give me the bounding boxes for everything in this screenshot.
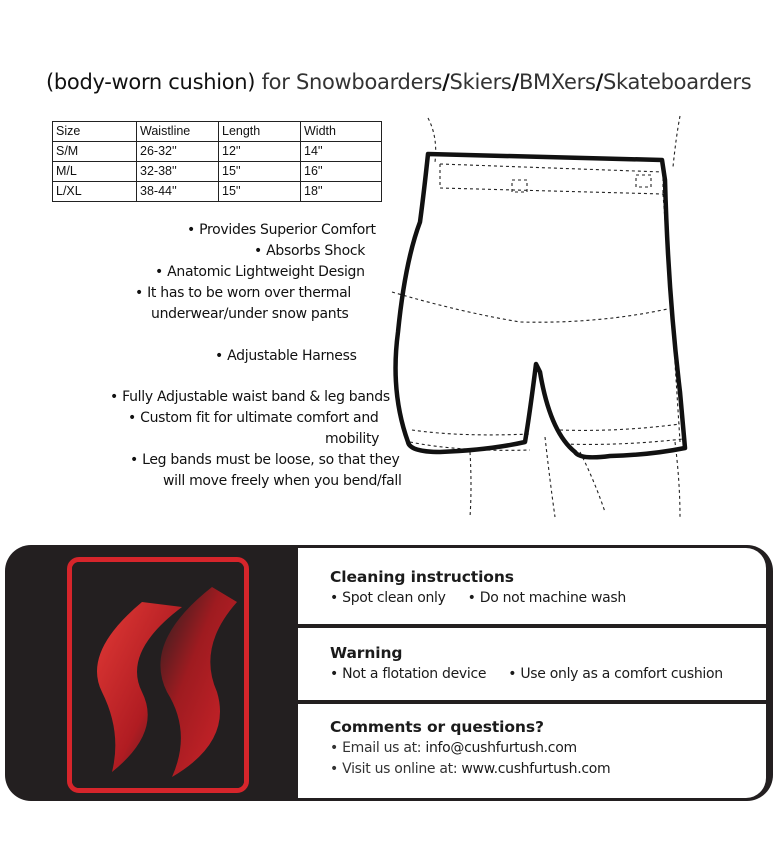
cleaning-item-nowash: • Do not machine wash (467, 590, 627, 606)
header-cell: Waistline (137, 122, 219, 142)
contact-title: Comments or questions? (330, 718, 544, 736)
section-divider (298, 700, 766, 704)
feature-custom-fit: • Custom fit for ultimate comfort and (128, 410, 379, 426)
warning-title: Warning (330, 644, 403, 662)
product-headline (46, 70, 766, 94)
warning-item-comfort: • Use only as a comfort cushion (508, 666, 723, 682)
product-name: (body-worn cushion) (46, 70, 256, 94)
feature-leg-bands-cont: will move freely when you bend/fall (163, 473, 402, 489)
header-cell: Size (53, 122, 137, 142)
feature-thermal-cont: underwear/under snow pants (151, 306, 349, 322)
warning-item-flotation: • Not a flotation device (330, 666, 487, 682)
table-cell: 38-44'' (137, 182, 219, 202)
table-cell: 14'' (301, 142, 382, 162)
separator: / (595, 70, 603, 94)
contact-web-line (330, 761, 610, 777)
shorts-diagram (380, 112, 710, 522)
feature-adjustable: • Fully Adjustable waist band & leg bands (110, 389, 390, 405)
table-row (53, 182, 382, 202)
table-cell: 12'' (219, 142, 301, 162)
shorts-outline-icon (396, 154, 685, 457)
website-link[interactable]: www.cushfurtush.com (461, 761, 611, 777)
sport-snowboarders: Snowboarders (295, 70, 443, 94)
table-cell: M/L (53, 162, 137, 182)
sport-bmxers: BMXers (518, 70, 596, 94)
separator: / (442, 70, 450, 94)
table-cell: L/XL (53, 182, 137, 202)
table-cell: 32-38'' (137, 162, 219, 182)
leg-inner-right-line-icon (580, 452, 605, 512)
for-text: for (261, 70, 290, 94)
sport-skiers: Skiers (449, 70, 512, 94)
table-cell: 15'' (219, 162, 301, 182)
section-divider (298, 624, 766, 628)
header-cell: Length (219, 122, 301, 142)
table-cell: 18'' (301, 182, 382, 202)
email-label: • Email us at: (330, 740, 422, 756)
table-cell: 26-32'' (137, 142, 219, 162)
web-label: • Visit us online at: (330, 761, 458, 777)
table-cell: 15'' (219, 182, 301, 202)
torso-right-line-icon (673, 116, 680, 167)
table-header-row (53, 122, 382, 142)
warning-items (330, 666, 723, 682)
cleaning-item-spot: • Spot clean only (330, 590, 446, 606)
info-band (5, 545, 773, 801)
feature-harness: • Adjustable Harness (215, 348, 357, 364)
sport-skateboarders: Skateboarders (603, 70, 752, 94)
contact-email-line (330, 740, 577, 756)
feature-shock: • Absorbs Shock (254, 243, 366, 259)
cleaning-items (330, 590, 626, 606)
waist-buckle-icon (636, 175, 651, 187)
size-chart-table (52, 121, 382, 202)
table-cell: S/M (53, 142, 137, 162)
brand-swirl-icon (72, 562, 244, 788)
feature-lightweight: • Anatomic Lightweight Design (155, 264, 365, 280)
table-row (53, 162, 382, 182)
cleaning-title: Cleaning instructions (330, 568, 514, 586)
brand-logo (67, 557, 249, 793)
info-panel (298, 548, 766, 798)
table-row (53, 142, 382, 162)
email-link[interactable]: info@cushfurtush.com (425, 740, 577, 756)
header-cell: Width (301, 122, 382, 142)
feature-leg-bands: • Leg bands must be loose, so that they (130, 452, 400, 468)
leg-inner-left-line-icon (545, 437, 555, 517)
separator: / (511, 70, 519, 94)
table-cell: 16'' (301, 162, 382, 182)
feature-thermal: • It has to be worn over thermal (135, 285, 351, 301)
leg-right-line-icon (675, 442, 680, 517)
feature-custom-fit-cont: mobility (325, 431, 380, 447)
leg-left-line-icon (470, 452, 471, 517)
feature-comfort: • Provides Superior Comfort (187, 222, 376, 238)
